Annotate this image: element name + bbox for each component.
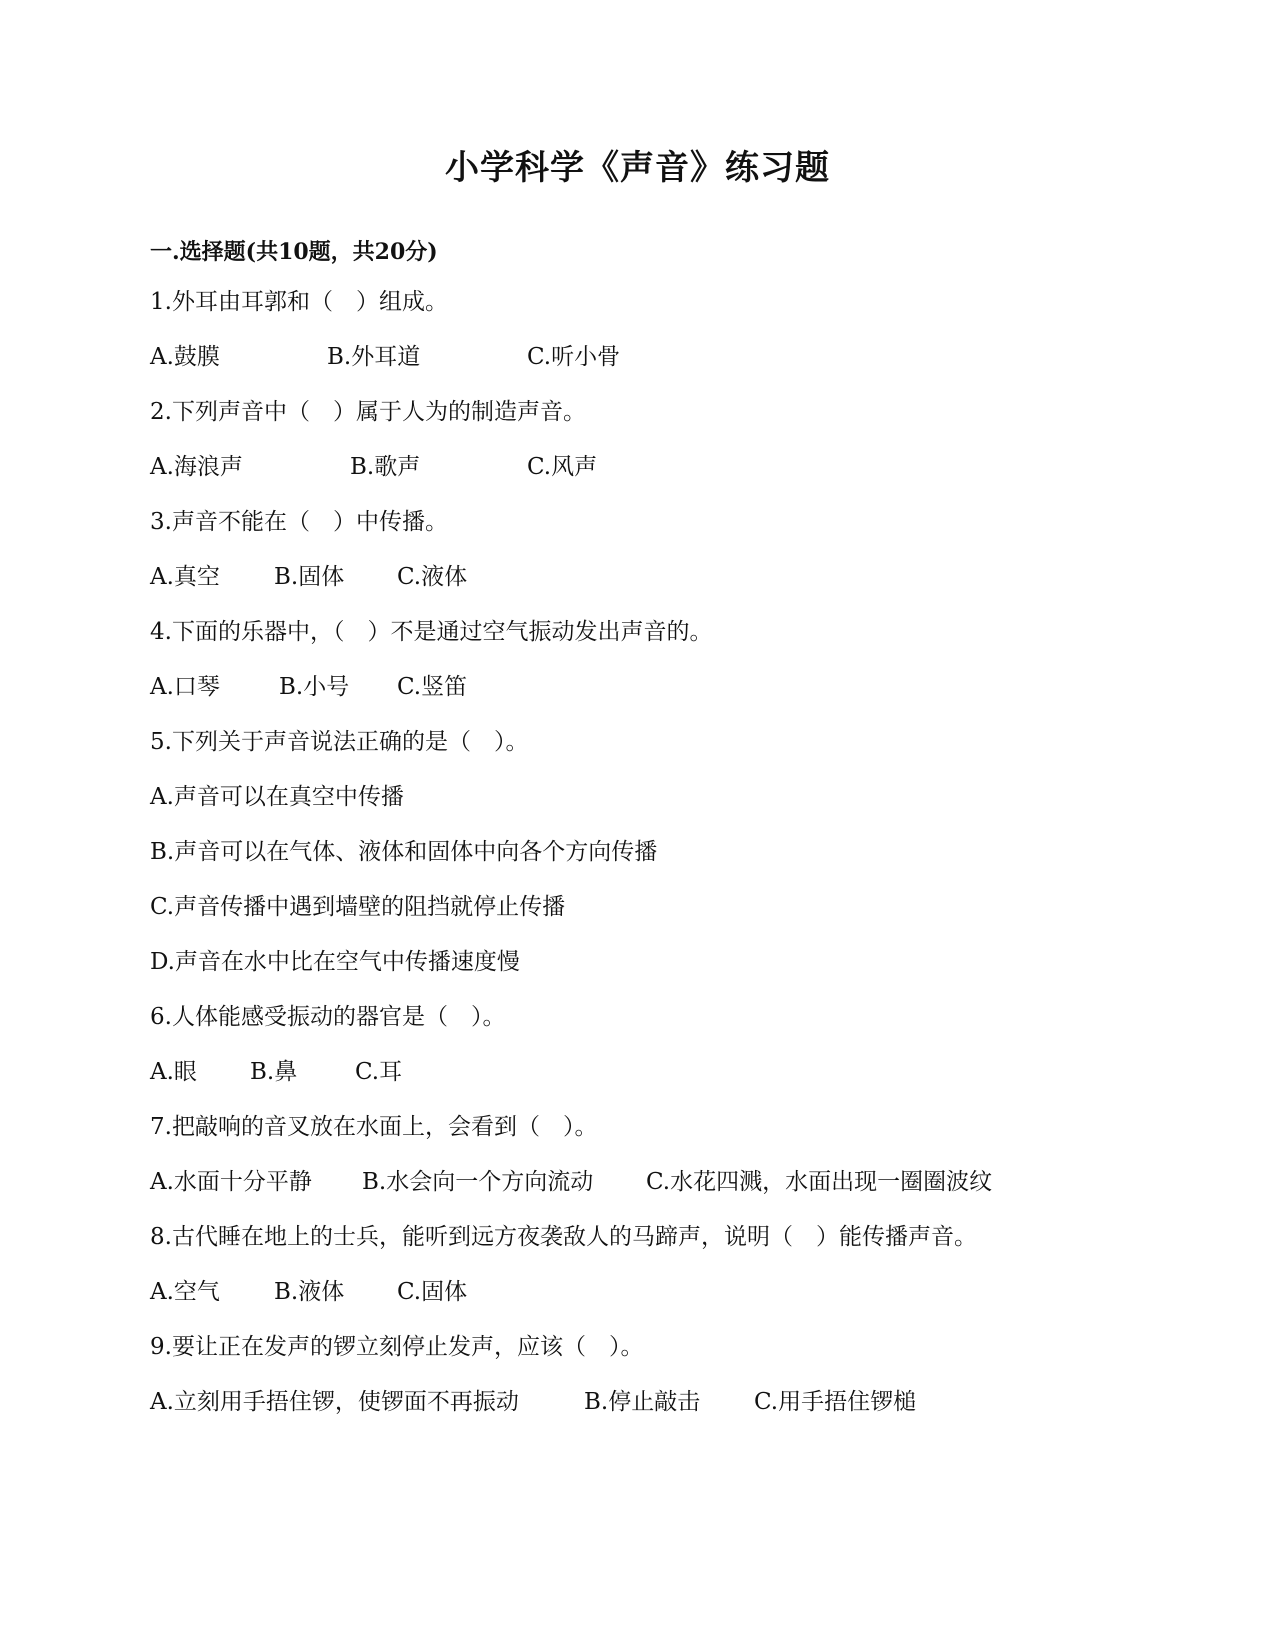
option-c: C.液体: [397, 564, 468, 590]
option-a: A.真空: [150, 564, 220, 590]
option-c: C.耳: [355, 1059, 403, 1085]
question-stem: 2.下列声音中（ ）属于人为的制造声音。: [150, 399, 586, 425]
option-a: A.立刻用手捂住锣，使锣面不再振动: [150, 1389, 519, 1415]
option-b: B.停止敲击: [584, 1389, 701, 1415]
question-stem: 9.要让正在发声的锣立刻停止发声，应该（ ）。: [150, 1334, 644, 1360]
question-stem: 4.下面的乐器中，（ ）不是通过空气振动发出声音的。: [150, 619, 713, 645]
option-d: D.声音在水中比在空气中传播速度慢: [150, 949, 520, 975]
options-row: [150, 560, 1050, 594]
option-b: B.鼻: [250, 1059, 298, 1085]
options-row: [150, 1385, 1150, 1419]
option-b: B.小号: [279, 674, 350, 700]
option-a: A.声音可以在真空中传播: [150, 784, 404, 810]
options-row: [150, 1055, 1050, 1089]
option-a: A.空气: [150, 1279, 220, 1305]
option-a: A.眼: [150, 1059, 197, 1085]
question-stem: 8.古代睡在地上的士兵，能听到远方夜袭敌人的马蹄声，说明（ ）能传播声音。: [150, 1224, 977, 1250]
question-stem: 3.声音不能在（ ）中传播。: [150, 509, 448, 535]
question-stem: 5.下列关于声音说法正确的是（ ）。: [150, 729, 529, 755]
question-stem: 7.把敲响的音叉放在水面上，会看到（ ）。: [150, 1114, 598, 1140]
option-b: B.水会向一个方向流动: [362, 1169, 594, 1195]
option-a: A.鼓膜: [150, 344, 220, 370]
option-c: C.风声: [527, 454, 598, 480]
option-a: A.口琴: [150, 674, 220, 700]
option-c: C.声音传播中遇到墙壁的阻挡就停止传播: [150, 894, 566, 920]
option-c: C.用手捂住锣槌: [754, 1389, 917, 1415]
page-title: 小学科学《声音》练习题: [445, 148, 830, 188]
option-c: C.竖笛: [397, 674, 468, 700]
option-a: A.海浪声: [150, 454, 243, 480]
option-a: A.水面十分平静: [150, 1169, 312, 1195]
option-c: C.水花四溅，水面出现一圈圈波纹: [646, 1169, 993, 1195]
option-b: B.液体: [274, 1279, 345, 1305]
section-heading: 一.选择题(共10题，共20分): [150, 239, 438, 265]
options-row: [150, 1275, 1050, 1309]
option-b: B.歌声: [350, 454, 421, 480]
options-row: [150, 450, 1050, 484]
option-b: B.固体: [274, 564, 345, 590]
option-c: C.固体: [397, 1279, 468, 1305]
option-b: B.外耳道: [327, 344, 421, 370]
option-b: B.声音可以在气体、液体和固体中向各个方向传播: [150, 839, 658, 865]
option-c: C.听小骨: [527, 344, 621, 370]
options-row: [150, 670, 1050, 704]
options-row: [150, 340, 1050, 374]
options-row: [150, 1165, 1150, 1199]
question-stem: 1.外耳由耳郭和（ ）组成。: [150, 289, 448, 315]
question-stem: 6.人体能感受振动的器官是（ ）。: [150, 1004, 506, 1030]
